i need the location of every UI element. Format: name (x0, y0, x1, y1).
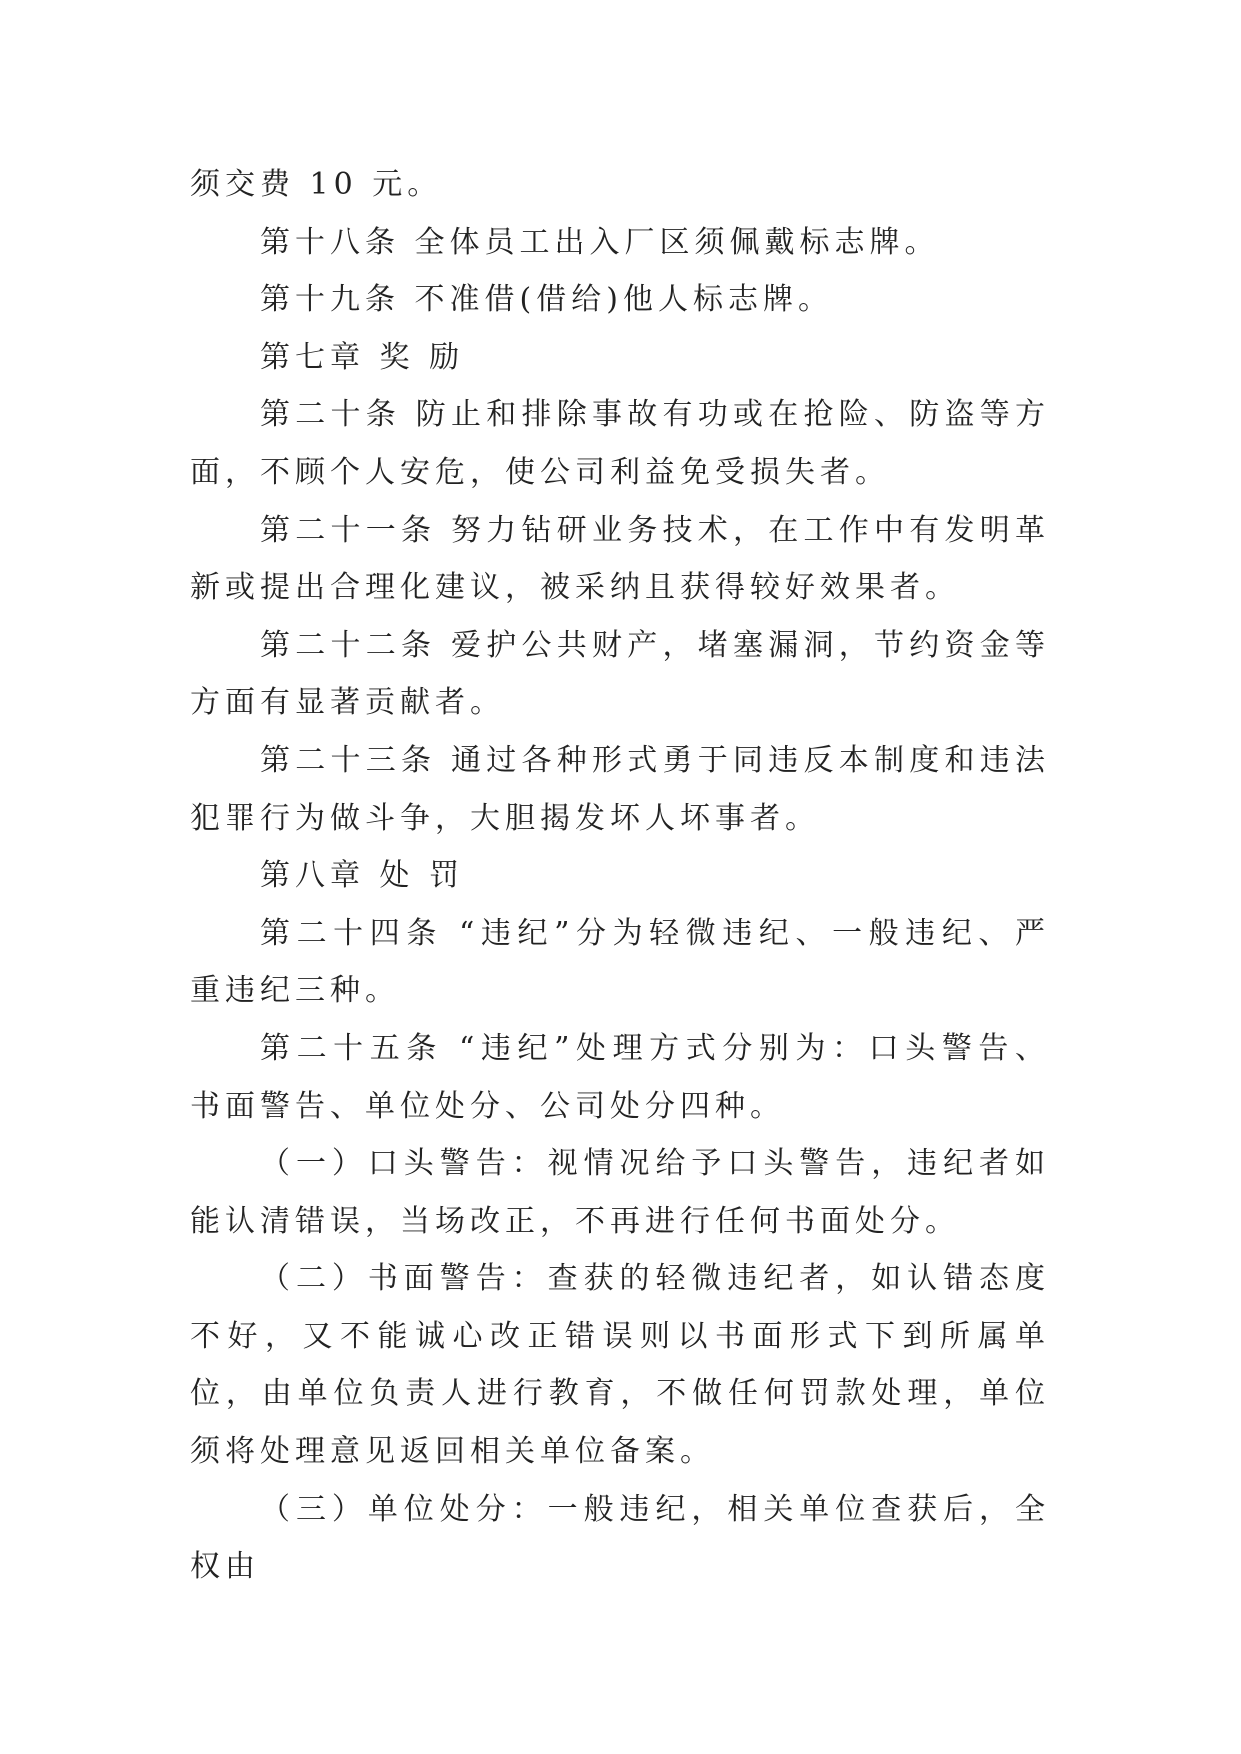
article-20: 第二十条 防止和排除事故有功或在抢险、防盗等方面，不顾个人安危，使公司利益免受损失者。 (190, 397, 1050, 490)
article-24: 第二十四条 “违纪”分为轻微违纪、一般违纪、严重违纪三种。 (190, 915, 1050, 1009)
clause-3-unit-sanction: （三）单位处分：一般违纪，相关单位查获后，全权由 (190, 1491, 1050, 1585)
article-18: 第十八条 全体员工出入厂区须佩戴标志牌。 (260, 224, 940, 260)
clause-2-written-warning: （二）书面警告：查获的轻微违纪者，如认错态度不好，又不能诚心改正错误则以书面形式下到所属单位，由单位负责人进行教育，不做任何罚款处理，单位须将处理意见返回相关单位备案。 (190, 1261, 1050, 1470)
paragraph-fee: 须交费 10 元。 (190, 167, 443, 202)
chapter-7-heading: 第七章 奖 励 (260, 339, 465, 375)
article-22: 第二十二条 爱护公共财产，堵塞漏洞，节约资金等方面有显著贡献者。 (190, 627, 1050, 721)
chapter-8-heading: 第八章 处 罚 (260, 858, 465, 894)
article-23: 第二十三条 通过各种形式勇于同违反本制度和违法犯罪行为做斗争，大胆揭发坏人坏事者。 (190, 742, 1050, 836)
article-25: 第二十五条 “违纪”处理方式分别为：口头警告、书面警告、单位处分、公司处分四种。 (190, 1030, 1050, 1124)
article-19: 第十九条 不准借(借给)他人标志牌。 (260, 282, 833, 318)
document-body (190, 156, 1050, 1596)
clause-1-verbal-warning: （一）口头警告：视情况给予口头警告，违纪者如能认清错误，当场改正，不再进行任何书面处分。 (190, 1146, 1050, 1239)
article-21: 第二十一条 努力钻研业务技术，在工作中有发明革新或提出合理化建议，被采纳且获得较好效果者。 (190, 512, 1050, 606)
